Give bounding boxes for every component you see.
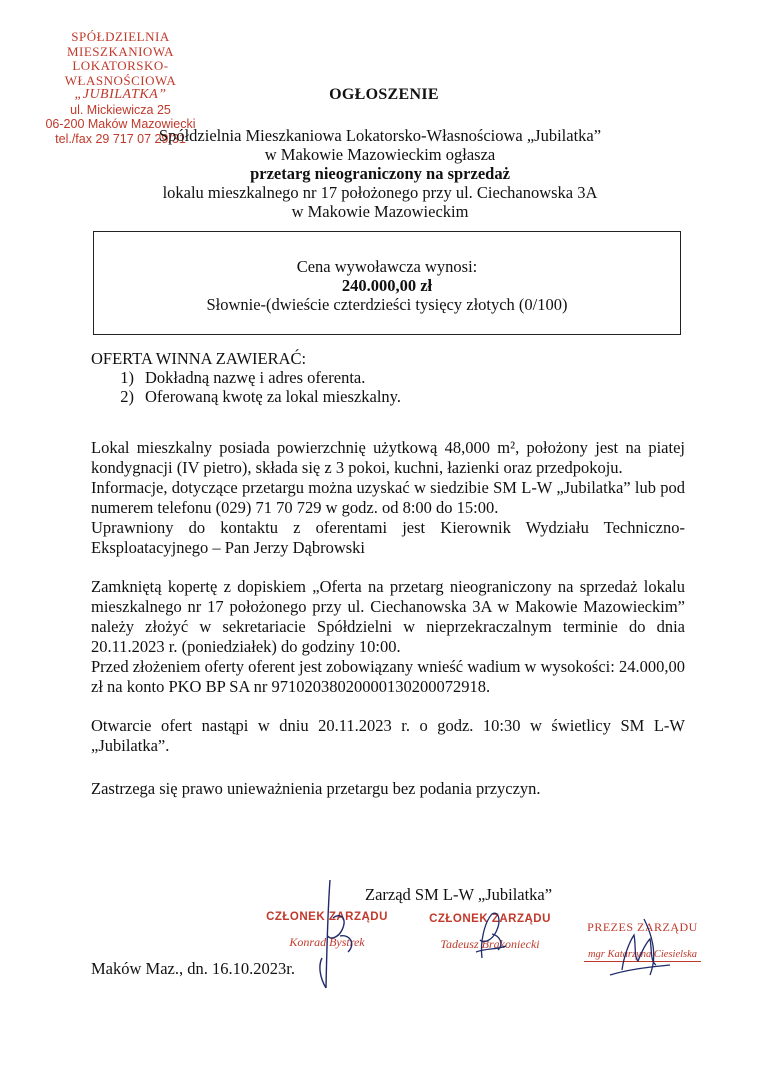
intro-line: w Makowie Mazowieckim	[291, 202, 469, 221]
handwritten-signature-1	[300, 878, 390, 993]
list-text: Dokładną nazwę i adres oferenta.	[145, 368, 366, 387]
signature-name: Konrad Bystrek	[289, 935, 365, 949]
list-number: 1)	[120, 368, 134, 387]
signature-role: CZŁONEK ZARZĄDU	[429, 913, 551, 925]
stamp-line: tel./fax 29 717 07 29/31	[55, 131, 186, 146]
page-title: OGŁOSZENIE	[329, 86, 439, 103]
paragraph-info: Informacje, dotyczące przetargu można uzyskać w siedzibie SM L-W „Jubilatka” lub pod numerem telefonu (029) 71 70 729 w godz. od 8:00 do 15:00.	[91, 478, 685, 517]
price-in-words: Słownie-(dwieście czterdzieści tysięcy złotych (0/100)	[206, 295, 568, 314]
signature-role: PREZES ZARZĄDU	[587, 920, 698, 934]
list-item	[91, 387, 401, 406]
signature-role: CZŁONEK ZARZĄDU	[266, 911, 388, 923]
issue-date: Maków Maz., dn. 16.10.2023r.	[91, 959, 295, 978]
list-text: Oferowaną kwotę za lokal mieszkalny.	[145, 387, 401, 406]
paragraph-opening: Otwarcie ofert nastąpi w dniu 20.11.2023 r. o godz. 10:30 w świetlicy SM L-W „Jubilatka”.	[91, 716, 685, 755]
paragraph-contact: Uprawniony do kontaktu z oferentami jest Kierownik Wydziału Techniczno-Eksploatacyjnego – Pan Jerzy Dąbrowski	[91, 518, 685, 557]
offer-title: OFERTA WINNA ZAWIERAĆ:	[91, 349, 307, 368]
list-item	[91, 368, 401, 387]
announcement-body	[91, 438, 685, 799]
offer-requirements	[91, 349, 401, 406]
stamp-line: „JUBILATKA”	[74, 87, 167, 102]
price-box	[93, 231, 681, 335]
price-label: Cena wywoławcza wynosi:	[296, 257, 478, 276]
stamp-line: SPÓŁDZIELNIA MIESZKANIOWA	[66, 29, 175, 59]
offer-list	[91, 368, 401, 406]
intro-headline: przetarg nieograniczony na sprzedaż	[250, 164, 510, 183]
paragraph-envelope: Zamkniętą kopertę z dopiskiem „Oferta na przetarg nieograniczony na sprzedaż lokalu mieszkalnego nr 17 położonego przy ul. Ciechanowska 3A w Makowie Mazowieckim” należy złożyć w sekretariacie Spółdzielni w nieprzekraczalnym terminie do dnia 20.11.2023 r. (poniedziałek) do godziny 10:00.	[91, 577, 685, 656]
paragraph-deposit: Przed złożeniem oferty oferent jest zobowiązany wnieść wadium w wysokości: 24.000,00 zł na konto PKO BP SA nr 97102038020000130200072918.	[91, 657, 685, 696]
signature-name: mgr Katarzyna Ciesielska	[584, 949, 701, 962]
intro-line: w Makowie Mazowieckim ogłasza	[264, 145, 496, 164]
handwritten-signature-2	[462, 908, 522, 963]
signature-name: Tadeusz Brakoniecki	[440, 937, 540, 951]
price-value: 240.000,00 zł	[341, 276, 433, 295]
announcement-intro	[80, 126, 680, 221]
intro-line: lokalu mieszkalnego nr 17 położonego przy ul. Ciechanowska 3A	[162, 183, 598, 202]
paragraph-reservation: Zastrzega się prawo unieważnienia przetargu bez podania przyczyn.	[91, 779, 541, 798]
paragraph-apartment: Lokal mieszkalny posiada powierzchnię użytkową 48,000 m², położony jest na piatej kondygnacji (IV pietro), składa się z 3 pokoi, kuchni, łazienki oraz przedpokoju.	[91, 438, 685, 477]
list-number: 2)	[120, 387, 134, 406]
stamp-line: LOKATORSKO-WŁASNOŚCIOWA	[64, 58, 177, 88]
handwritten-signature-3	[600, 915, 680, 980]
intro-line: Spółdzielnia Mieszkaniowa Lokatorsko-Własnościowa „Jubilatka”	[158, 126, 602, 145]
board-signature-title: Zarząd SM L-W „Jubilatka”	[365, 885, 553, 904]
stamp-line: ul. Mickiewicza 25	[70, 102, 171, 117]
stamp-line: 06-200 Maków Mazowiecki	[45, 117, 196, 131]
